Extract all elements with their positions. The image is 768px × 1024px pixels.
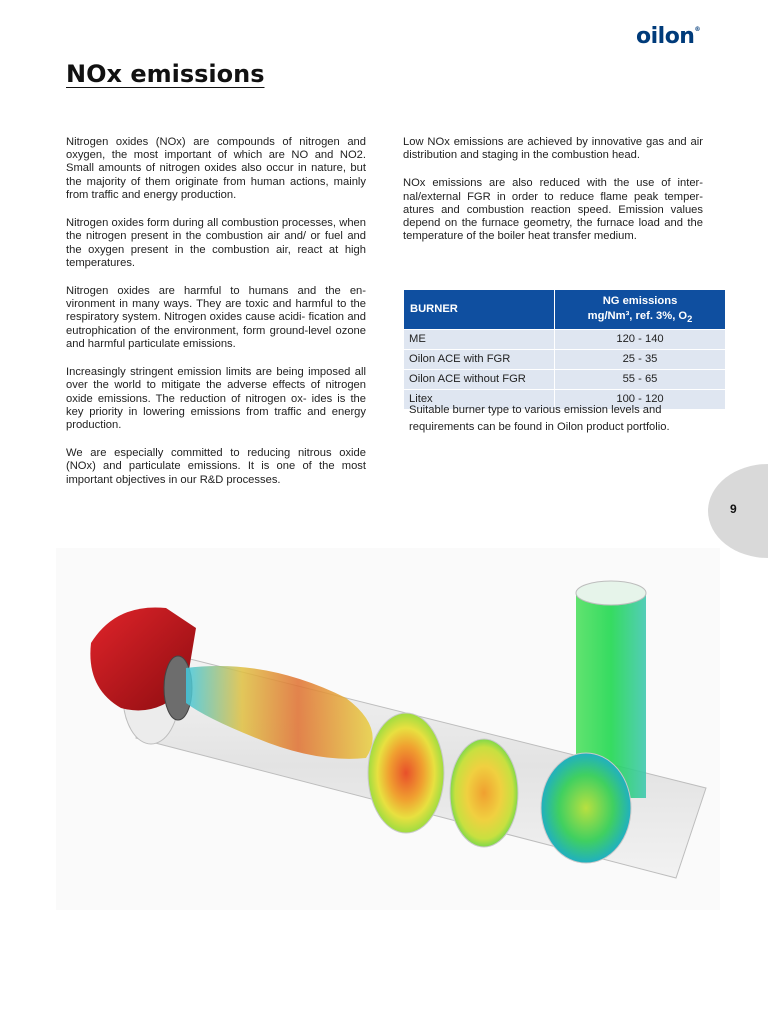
page-number: 9	[730, 502, 737, 516]
emissions-column-header	[555, 290, 726, 330]
emissions-header-line2: mg/Nm³, ref. 3%, O	[587, 309, 688, 322]
page-number-tab	[708, 464, 768, 558]
cfd-render-svg	[56, 548, 720, 910]
left-column	[66, 136, 366, 502]
oilon-logo	[636, 24, 700, 49]
logo-text: oilon	[636, 24, 695, 49]
burner-cell: ME	[404, 329, 555, 349]
table-header-row	[404, 290, 726, 330]
emissions-header-subscript: 2	[687, 313, 693, 324]
table-row	[404, 349, 726, 369]
emissions-header-line1: NG emissions	[602, 295, 678, 307]
page-title: NOx emissions	[66, 60, 265, 88]
paragraph-commitment: We are especially committed to reducing nitrous oxide (NOx) and particulate emissions. It is one of the most important objectives in our R&D processes.	[66, 447, 366, 486]
registered-mark: ®	[694, 26, 700, 33]
table-row	[404, 369, 726, 389]
burner-cell: Oilon ACE with FGR	[404, 349, 555, 369]
burner-column-header: BURNER	[404, 290, 555, 330]
burner-fan	[90, 607, 196, 720]
paragraph-low-nox: Low NOx emissions are achieved by innovative gas and air distribution and staging in the combustion head.	[403, 136, 703, 162]
paragraph-nox-harm: Nitrogen oxides are harmful to humans and the en- vironment in many ways. They are toxic and harmful to the respiratory system. Nitrogen oxides cause acidi- fication and eutrophication of the environment, form ground-level ozone and harmful particulate emissions.	[66, 284, 366, 350]
table-note: Suitable burner type to various emission levels and requirements can be found in Oilon product portfolio.	[409, 404, 670, 434]
emission-value-cell: 25 - 35	[555, 349, 726, 369]
paragraph-fgr: NOx emissions are also reduced with the use of inter- nal/external FGR in order to reduce flame peak temper- atures and combustion reaction speed. Emission values depend on the furnace geometry, the furnace load and the temperature of the boiler heat transfer medium.	[403, 177, 703, 243]
burner-cell: Litex	[404, 389, 555, 409]
paragraph-nox-formation: Nitrogen oxides form during all combustion processes, when the nitrogen present in the combustion air and/ or fuel and the oxygen present in the combustion air, react at high temperatures.	[66, 217, 366, 269]
right-column	[403, 136, 703, 259]
paragraph-emission-limits: Increasingly stringent emission limits are being imposed all over the world to mitigate the adverse effects of nitrogen oxide emissions. The reduction of nitrogen ox- ides is the key priority in lowering emissions from traffic and energy production.	[66, 366, 366, 431]
table-row	[404, 329, 726, 349]
cfd-simulation-image	[56, 548, 720, 910]
emissions-table	[403, 289, 726, 410]
emission-value-cell: 100 - 120	[555, 389, 726, 409]
emission-value-cell: 120 - 140	[555, 329, 726, 349]
emission-value-cell: 55 - 65	[555, 369, 726, 389]
burner-cell: Oilon ACE without FGR	[404, 369, 555, 389]
paragraph-nox-definition: Nitrogen oxides (NOx) are compounds of nitrogen and oxygen, the most important of which are NO and NO2. Small amounts of nitrogen oxides also occur in nature, but the majority of them originate from human actions, mainly from traffic and energy production.	[66, 136, 366, 201]
